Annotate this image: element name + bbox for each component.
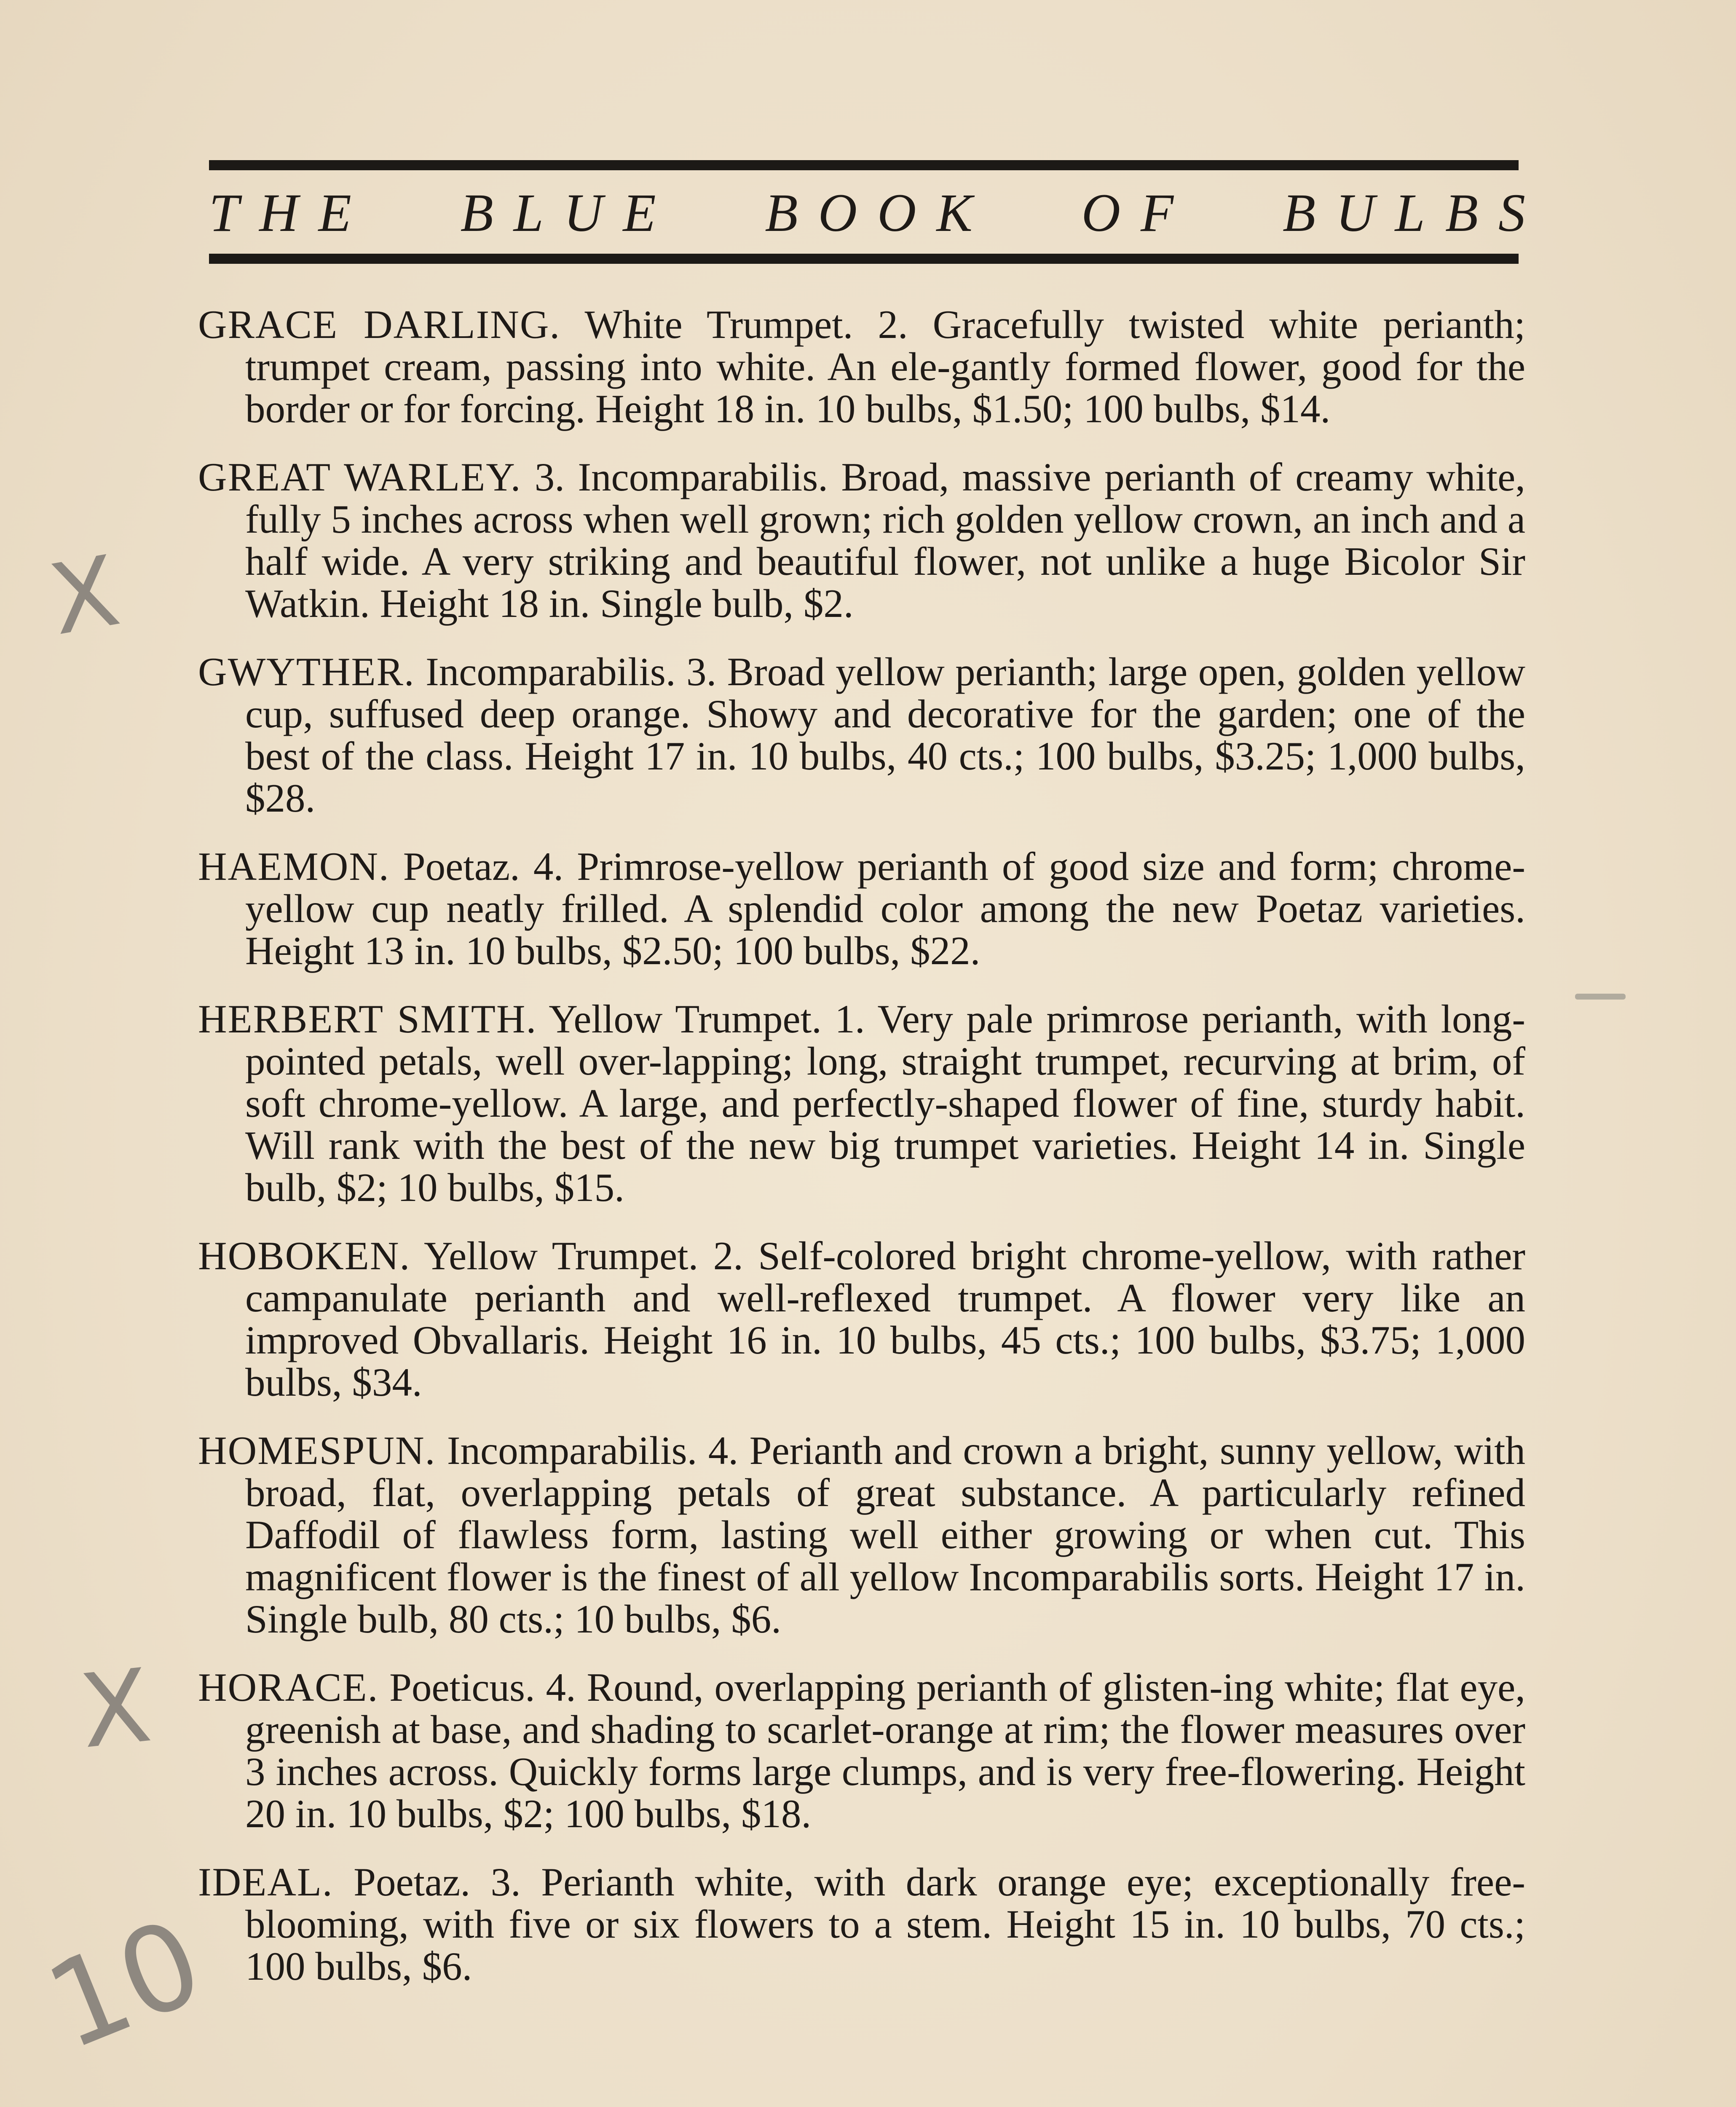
running-head-letter: H xyxy=(259,183,298,243)
variety-description: Yellow Trumpet. 2. Self-colored bright chrome-yellow, with rather campanulate perianth and well-reflexed trumpet. A flower very like an improved Obvallaris. Height 16 in. 10 bulbs, 45 cts.; 100 bulbs, $3.75; 1,000 bulbs, $34. xyxy=(245,1233,1525,1405)
catalog-entry xyxy=(198,845,1525,972)
variety-name: HORACE. xyxy=(198,1665,379,1710)
variety-description: Poetaz. 4. Primrose-yellow perianth of good size and form; chrome-yellow cup neatly frilled. A splendid color among the new Poetaz varieties. Height 13 in. 10 bulbs, $2.50; 100 bulbs, $22. xyxy=(245,844,1525,973)
catalog-entry xyxy=(198,456,1525,625)
catalog-entry xyxy=(198,303,1525,430)
running-head-letter: E xyxy=(623,183,656,243)
variety-description: White Trumpet. 2. Gracefully twisted white perianth; trumpet cream, passing into white. An ele-gantly formed flower, good for the border or for forcing. Height 18 in. 10 bulbs, $1.50; 100 bulbs, $14. xyxy=(245,302,1525,431)
running-head-letter: F xyxy=(1141,183,1174,243)
running-head xyxy=(209,177,1525,249)
running-head-word xyxy=(460,183,656,243)
variety-name: HERBERT SMITH. xyxy=(198,997,537,1041)
running-head-letter: E xyxy=(318,183,351,243)
running-head-letter: L xyxy=(513,183,544,243)
variety-name: GRACE DARLING. xyxy=(198,302,561,347)
header-rule-bottom xyxy=(209,254,1519,264)
variety-description: Poetaz. 3. Perianth white, with dark orange eye; exceptionally free-blooming, with five or six flowers to a stem. Height 15 in. 10 bulbs, 70 cts.; 100 bulbs, $6. xyxy=(245,1860,1525,1989)
pencil-mark: X xyxy=(42,535,127,657)
pencil-dash-mark xyxy=(1575,994,1626,1000)
variety-name: HOBOKEN. xyxy=(198,1233,411,1278)
catalog-entry xyxy=(198,1861,1525,1987)
catalog-entries xyxy=(198,303,1525,2013)
variety-name: HOMESPUN. xyxy=(198,1428,436,1473)
catalog-entry xyxy=(198,651,1525,819)
running-head-letter: B xyxy=(765,183,798,243)
variety-name: HAEMON. xyxy=(198,844,390,889)
running-head-letter: B xyxy=(460,183,493,243)
running-head-letter: B xyxy=(1445,183,1478,243)
pencil-mark: X xyxy=(75,1646,156,1771)
variety-name: GREAT WARLEY. xyxy=(198,455,522,499)
running-head-letter: S xyxy=(1498,183,1525,243)
catalog-entry xyxy=(198,1666,1525,1835)
running-head-word xyxy=(1081,183,1174,243)
running-head-letter: U xyxy=(1336,183,1375,243)
variety-name: IDEAL. xyxy=(198,1860,333,1904)
running-head-letter: K xyxy=(936,183,972,243)
running-head-word xyxy=(1283,183,1525,243)
variety-description: Incomparabilis. 4. Perianth and crown a bright, sunny yellow, with broad, flat, overlapping petals of great substance. A particularly refined Daffodil of flawless form, lasting well either growing or when cut. This magnificent flower is the finest of all yellow Incomparabilis sorts. Height 17 in. Single bulb, 80 cts.; 10 bulbs, $6. xyxy=(245,1428,1525,1641)
running-head-letter: B xyxy=(1283,183,1316,243)
running-head-letter: O xyxy=(877,183,916,243)
running-head-letter: T xyxy=(209,183,239,243)
variety-description: Incomparabilis. 3. Broad yellow perianth; large open, golden yellow cup, suffused deep orange. Showy and decorative for the garden; one of the best of the class. Height 17 in. 10 bulbs, 40 cts.; 100 bulbs, $3.25; 1,000 bulbs, $28. xyxy=(245,649,1525,820)
running-head-letter: O xyxy=(818,183,857,243)
running-head-word xyxy=(765,183,972,243)
variety-description: Poeticus. 4. Round, overlapping perianth of glisten-ing white; flat eye, greenish at base, and shading to scarlet-orange at rim; the flower measures over 3 inches across. Quickly forms large clumps, and is very free-flowering. Height 20 in. 10 bulbs, $2; 100 bulbs, $18. xyxy=(245,1665,1526,1836)
header-rule-top xyxy=(209,160,1519,170)
running-head-letter: U xyxy=(563,183,603,243)
running-head-word xyxy=(209,183,351,243)
running-head-letter: L xyxy=(1395,183,1425,243)
catalog-entry xyxy=(198,1429,1525,1640)
catalog-entry xyxy=(198,1235,1525,1403)
variety-description: 3. Incomparabilis. Broad, massive perianth of creamy white, fully 5 inches across when well grown; rich golden yellow crown, an inch and a half wide. A very striking and beautiful flower, not unlike a huge Bicolor Sir Watkin. Height 18 in. Single bulb, $2. xyxy=(245,455,1525,626)
pencil-mark: 10 xyxy=(29,1893,220,2077)
running-head-letter: O xyxy=(1081,183,1121,243)
variety-description: Yellow Trumpet. 1. Very pale primrose perianth, with long-pointed petals, well over-lapping; long, straight trumpet, recurving at brim, of soft chrome-yellow. A large, and perfectly-shaped flower of fine, sturdy habit. Will rank with the best of the new big trumpet varieties. Height 14 in. Single bulb, $2; 10 bulbs, $15. xyxy=(245,997,1526,1210)
catalog-entry xyxy=(198,998,1525,1209)
variety-name: GWYTHER. xyxy=(198,649,415,694)
